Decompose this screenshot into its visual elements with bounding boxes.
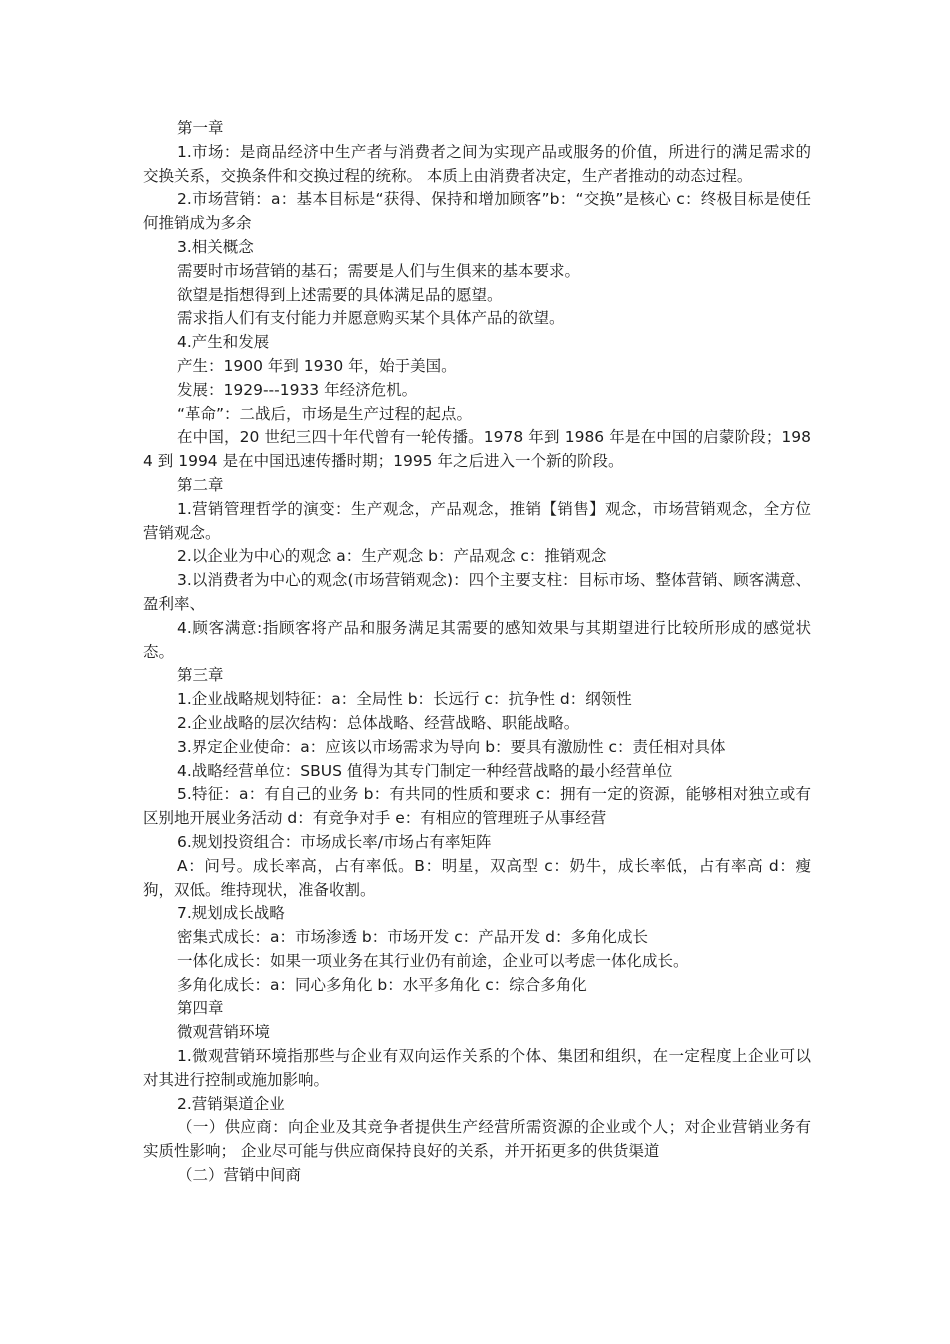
paragraph: 欲望是指想得到上述需要的具体满足品的愿望。 bbox=[177, 285, 503, 304]
paragraph: A：问号。成长率高，占有率低。B：明星，双高型 c：奶牛，成长率低，占有率高 d：瘦狗，双低。维持现状，准备收割。 bbox=[143, 856, 811, 899]
paragraph: 4.战略经营单位：SBUS 值得为其专门制定一种经营战略的最小经营单位 bbox=[177, 761, 673, 780]
paragraph: 2.市场营销：a：基本目标是“获得、保持和增加顾客”b：“交换”是核心 c：终极目标是使任何推销成为多余 bbox=[143, 190, 811, 233]
chapter-4-heading: 第四章 bbox=[177, 999, 224, 1018]
paragraph: 产生：1900 年到 1930 年，始于美国。 bbox=[177, 356, 457, 375]
paragraph: 多角化成长：a：同心多角化 b：水平多角化 c：综合多角化 bbox=[177, 975, 587, 994]
paragraph: “革命”：二战后，市场是生产过程的起点。 bbox=[177, 404, 473, 423]
chapter-3-heading: 第三章 bbox=[177, 666, 224, 685]
chapter-1-heading: 第一章 bbox=[177, 119, 224, 137]
paragraph: 一体化成长：如果一项业务在其行业仍有前途，企业可以考虑一体化成长。 bbox=[177, 951, 689, 970]
paragraph: 3.界定企业使命：a：应该以市场需求为导向 b：要具有激励性 c：责任相对具体 bbox=[177, 737, 726, 756]
paragraph: 6.规划投资组合：市场成长率/市场占有率矩阵 bbox=[177, 832, 492, 851]
paragraph: 发展：1929---1933 年经济危机。 bbox=[177, 380, 418, 399]
paragraph: 2.以企业为中心的观念 a：生产观念 b：产品观念 c：推销观念 bbox=[177, 547, 607, 566]
section-heading: （二）营销中间商 bbox=[177, 1166, 302, 1185]
paragraph: 需求指人们有支付能力并愿意购买某个具体产品的欲望。 bbox=[177, 309, 565, 328]
section-heading: 2.营销渠道企业 bbox=[177, 1094, 285, 1113]
section-heading: 7.规划成长战略 bbox=[177, 904, 285, 923]
paragraph: 密集式成长：a：市场渗透 b：市场开发 c：产品开发 d：多角化成长 bbox=[177, 928, 648, 947]
paragraph: 4.顾客满意:指顾客将产品和服务满足其需要的感知效果与其期望进行比较所形成的感觉状态。 bbox=[143, 618, 811, 661]
paragraph: 5.特征：a：有自己的业务 b：有共同的性质和要求 c：拥有一定的资源，能够相对独立或有区别地开展业务活动 d：有竞争对手 e：有相应的管理班子从事经营 bbox=[143, 785, 811, 828]
paragraph: 3.以消费者为中心的观念(市场营销观念)：四个主要支柱：目标市场、整体营销、顾客满意、盈利率、 bbox=[143, 571, 811, 613]
paragraph: 需要时市场营销的基石；需要是人们与生俱来的基本要求。 bbox=[177, 261, 581, 280]
paragraph: 在中国，20 世纪三四十年代曾有一轮传播。1978 年到 1986 年是在中国的启蒙阶段；1984 到 1994 是在中国迅速传播时期；1995 年之后进入一个新的阶段。 bbox=[143, 428, 811, 471]
document-page bbox=[143, 117, 811, 1188]
chapter-2-heading: 第二章 bbox=[177, 475, 224, 494]
paragraph: 1.营销管理哲学的演变：生产观念，产品观念，推销【销售】观念，市场营销观念，全方位营销观念。 bbox=[143, 499, 811, 542]
paragraph: 2.企业战略的层次结构：总体战略、经营战略、职能战略。 bbox=[177, 713, 580, 732]
paragraph: 1.企业战略规划特征：a：全局性 b：长远行 c：抗争性 d：纲领性 bbox=[177, 690, 632, 709]
paragraph: （一）供应商：向企业及其竞争者提供生产经营所需资源的企业或个人；对企业营销业务有实质性影响； 企业尽可能与供应商保持良好的关系，并开拓更多的供货渠道 bbox=[143, 1118, 811, 1161]
section-heading: 3.相关概念 bbox=[177, 237, 254, 256]
paragraph: 1.微观营销环境指那些与企业有双向运作关系的个体、集团和组织，在一定程度上企业可以对其进行控制或施加影响。 bbox=[143, 1047, 811, 1089]
paragraph: 1.市场：是商品经济中生产者与消费者之间为实现产品或服务的价值，所进行的满足需求的交换关系，交换条件和交换过程的统称。 本质上由消费者决定，生产者推动的动态过程。 bbox=[143, 142, 811, 185]
section-heading: 4.产生和发展 bbox=[177, 333, 270, 352]
section-heading: 微观营销环境 bbox=[177, 1023, 271, 1042]
